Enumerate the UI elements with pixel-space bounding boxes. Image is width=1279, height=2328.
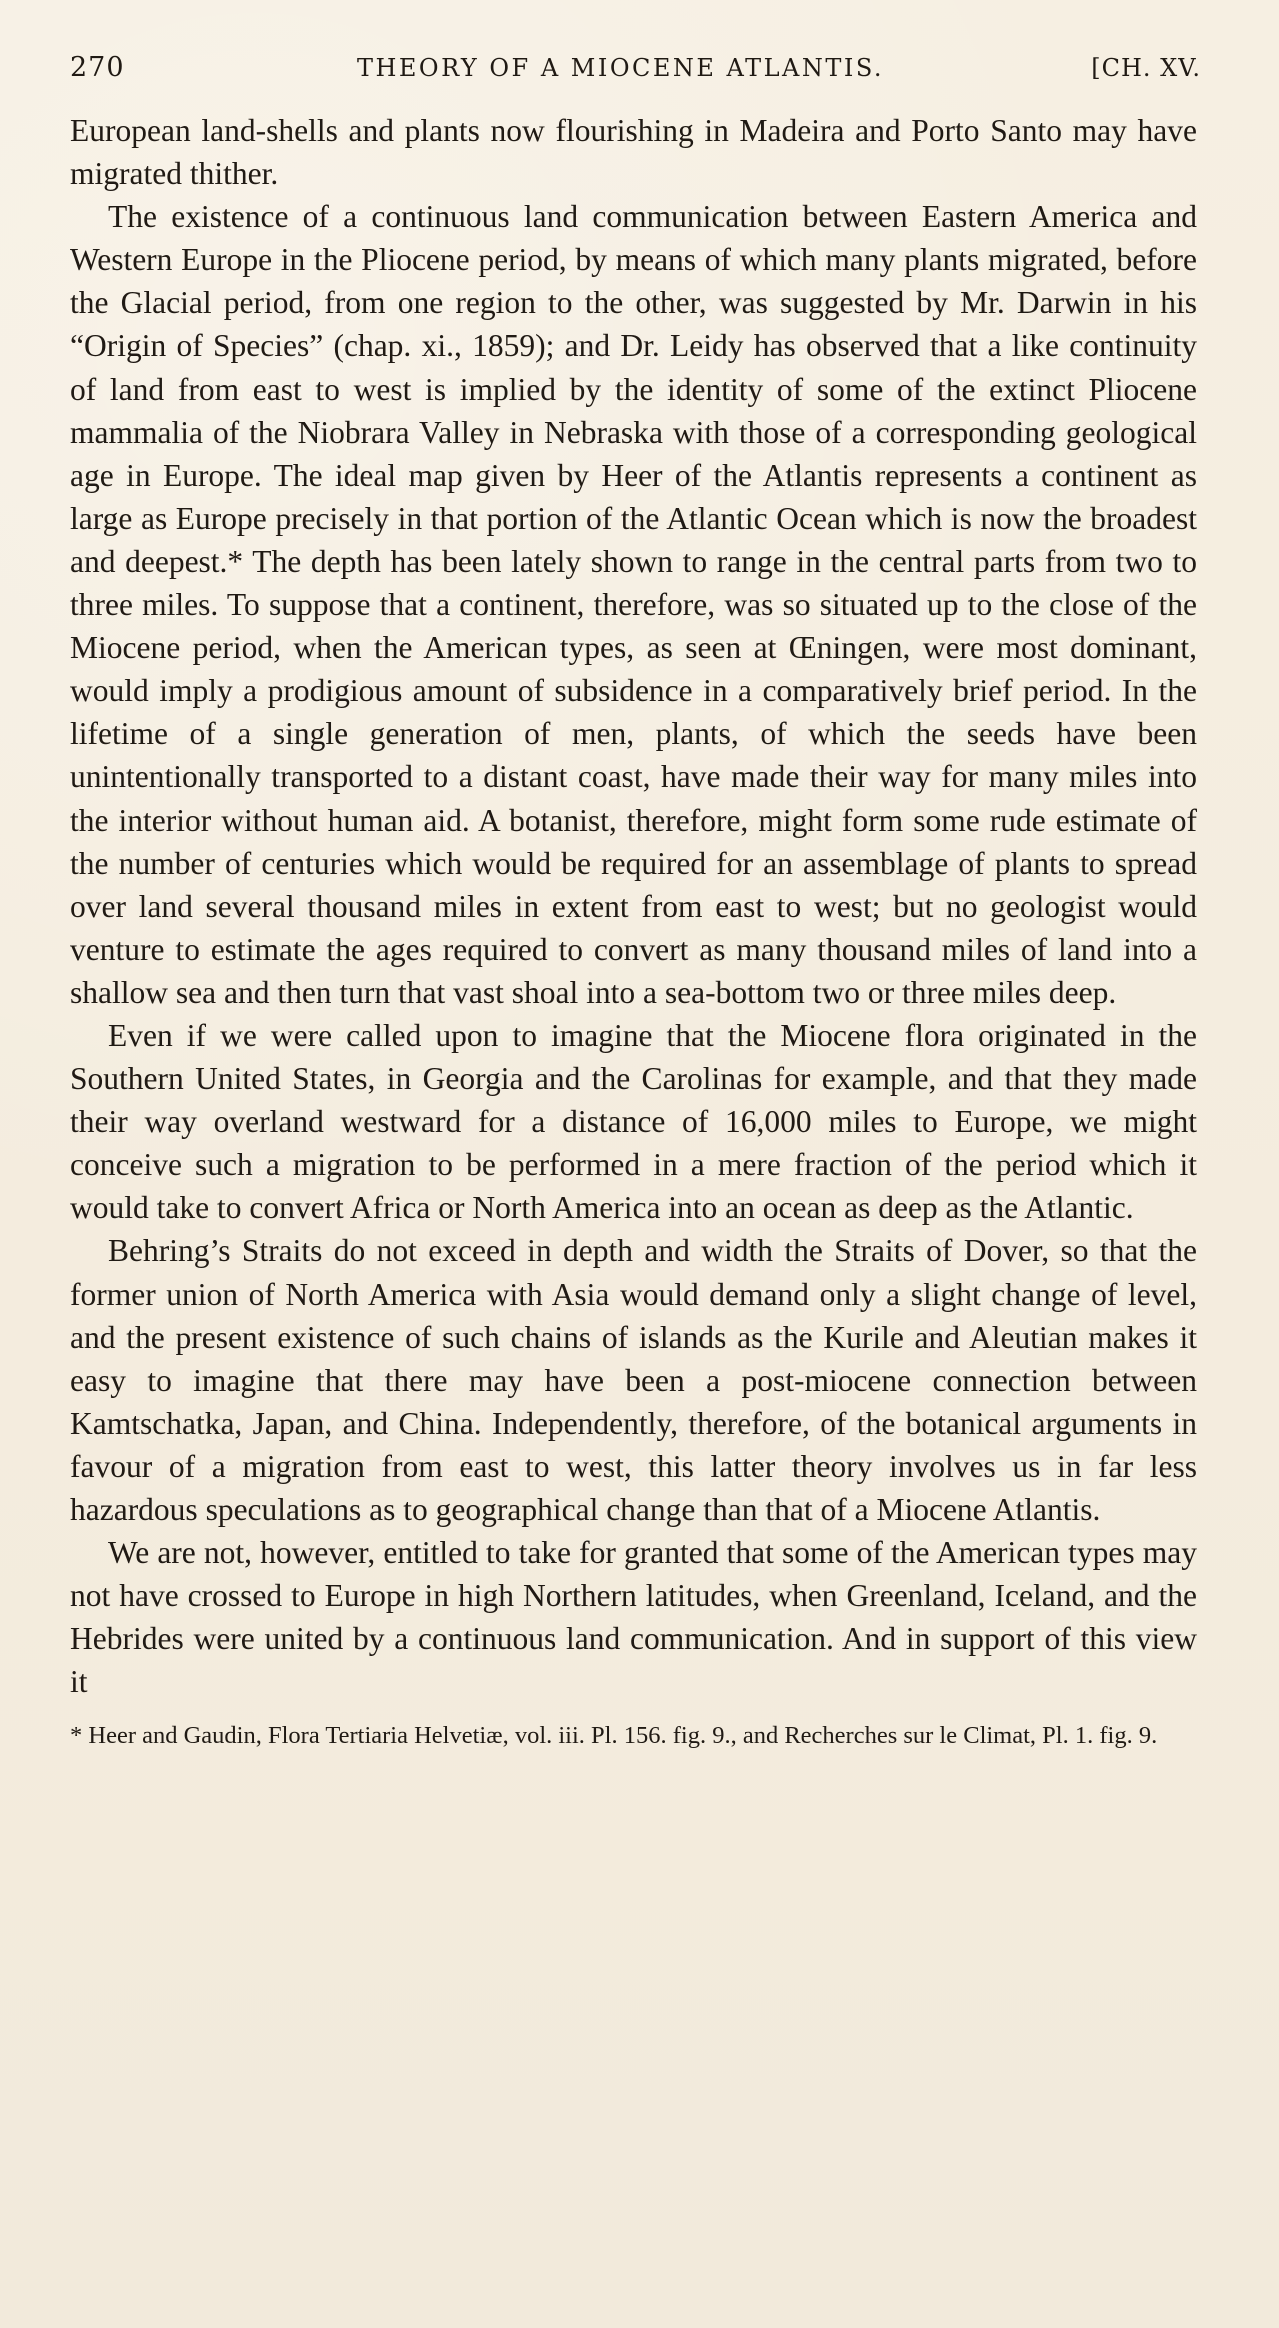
page-number: 270 xyxy=(70,52,125,83)
paragraph-continuation: European land-shells and plants now flourishing in Madeira and Porto Santo may have migrated thither. xyxy=(70,113,1197,192)
paragraph-continental-link: The existence of a continuous land communication between Eastern America and Western Europe in the Pliocene period, by means of which many plants migrated, before the Glacial period, from one region to the other, was suggested by Mr. Darwin in his “Origin of Species” (chap. xi., 1859); and Dr. Leidy has observed that a like continuity of land from east to west is implied by the identity of some of the extinct Pliocene mammalia of the Niobrara Valley in Nebraska with those of a corresponding geological age in Europe. The ideal map given by Heer of the Atlantis represents a continent as large as Europe precisely in that portion of the Atlantic Ocean which is now the broadest and deepest.* The depth has been lately shown to range in the central parts from two to three miles. To suppose that a continent, therefore, was so situated up to the close of the Miocene period, when the American types, as seen at Œningen, were most dominant, would imply a prodigious amount of subsidence in a comparatively brief period. In the lifetime of a single generation of men, plants, of which the seeds have been unintentionally transported to a distant coast, have made their way for many miles into the interior without human aid. A botanist, therefore, might form some rude estimate of the number of centuries which would be required for an assemblage of plants to spread over land several thousand miles in extent from east to west; but no geologist would venture to estimate the ages required to convert as many thousand miles of land into a shallow sea and then turn that vast shoal into a sea-bottom two or three miles deep. xyxy=(70,199,1197,1010)
main-text xyxy=(70,109,1197,1703)
running-head xyxy=(70,52,1201,83)
footnote: * Heer and Gaudin, Flora Tertiaria Helvetiæ, vol. iii. Pl. 156. fig. 9., and Recherches sur le Climat, Pl. 1. fig. 9. xyxy=(70,1722,1158,1750)
paragraph-miocene-flora: Even if we were called upon to imagine that the Miocene flora originated in the Southern United States, in Georgia and the Carolinas for example, and that they made their way overland westward for a distance of 16,000 miles to Europe, we might conceive such a migration to be performed in a mere fraction of the period which it would take to convert Africa or North America into an ocean as deep as the Atlantic. xyxy=(70,1017,1197,1226)
running-title: THEORY OF A MIOCENE ATLANTIS. xyxy=(356,54,885,82)
paragraph-behring-straits: Behring’s Straits do not exceed in depth and width the Straits of Dover, so that the former union of North America with Asia would demand only a slight change of level, and the present existence of such chains of islands as the Kurile and Aleutian makes it easy to imagine that there may have been a post-miocene connection between Kamtschatka, Japan, and China. Independently, therefore, of the botanical arguments in favour of a migration from east to west, this latter theory involves us in far less hazardous speculations as to geographical change than that of a Miocene Atlantis. xyxy=(70,1233,1197,1527)
paragraph-northern-latitudes: We are not, however, entitled to take for granted that some of the American types may not have crossed to Europe in high Northern latitudes, when Greenland, Iceland, and the Hebrides were united by a continuous land communication. And in support of this view it xyxy=(70,1535,1197,1700)
chapter-label: [CH. XV. xyxy=(1091,54,1201,82)
